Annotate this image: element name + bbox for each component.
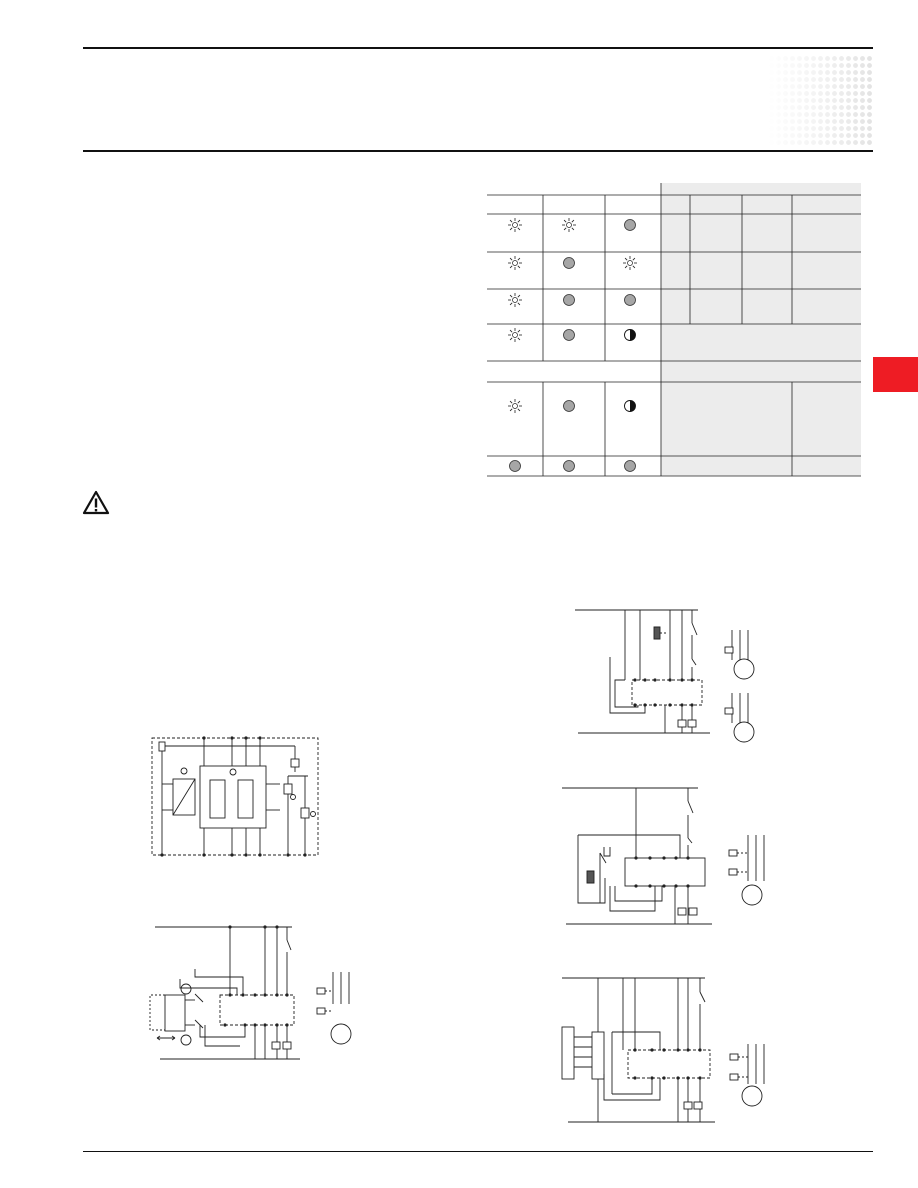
led-flashing-icon — [508, 328, 522, 342]
led-flashing-icon — [508, 256, 522, 270]
motor-symbol — [742, 885, 762, 905]
position-switch-actuator — [587, 871, 594, 883]
safety-relay-module — [632, 680, 702, 705]
wiring-position-switch-middle-right — [560, 783, 770, 928]
motor-symbol — [734, 659, 754, 679]
door-sensor-icon — [181, 984, 191, 994]
fuse-symbol — [159, 742, 165, 751]
led-half-icon — [625, 330, 636, 341]
motor-symbol — [331, 1024, 351, 1044]
led-off-icon — [625, 461, 636, 472]
door-sensor-icon — [181, 1035, 191, 1045]
safety-relay-module — [625, 858, 705, 886]
door-actuator — [165, 995, 185, 1031]
internal-block-diagram — [150, 736, 322, 860]
footer-rule — [83, 1151, 873, 1152]
safety-relay-module — [220, 995, 294, 1025]
wiring-emergency-stop-top-right — [570, 605, 765, 745]
led-flashing-icon — [508, 218, 522, 232]
header-bottom-rule — [83, 150, 873, 152]
section-tab-marker — [873, 357, 918, 392]
led-off-icon — [625, 295, 636, 306]
led-half-icon — [625, 401, 636, 412]
led-off-icon — [564, 461, 575, 472]
led-flashing-icon — [562, 218, 576, 232]
light-curtain-emitter — [592, 1032, 604, 1079]
wiring-light-curtain-bottom-right — [560, 972, 770, 1132]
motor-symbol — [742, 1086, 762, 1106]
safety-relay-module — [628, 1050, 710, 1078]
led-off-icon — [564, 401, 575, 412]
led-off-icon — [564, 330, 575, 341]
light-curtain-receiver — [562, 1027, 574, 1079]
led-off-icon — [564, 258, 575, 269]
led-status-table — [487, 183, 862, 478]
led-flashing-icon — [508, 293, 522, 307]
wiring-door-switches-left — [145, 922, 360, 1062]
table-shaded-area — [661, 183, 861, 476]
header-dot-fade — [768, 55, 872, 147]
led-flashing-icon — [623, 256, 637, 270]
led-flashing-icon — [508, 399, 522, 413]
emergency-stop-button — [654, 627, 660, 639]
header-top-rule — [83, 47, 873, 49]
motor-symbol — [734, 722, 754, 742]
led-off-icon — [510, 461, 521, 472]
led-off-icon — [625, 220, 636, 231]
led-off-icon — [564, 295, 575, 306]
warning-triangle-icon — [82, 490, 110, 515]
